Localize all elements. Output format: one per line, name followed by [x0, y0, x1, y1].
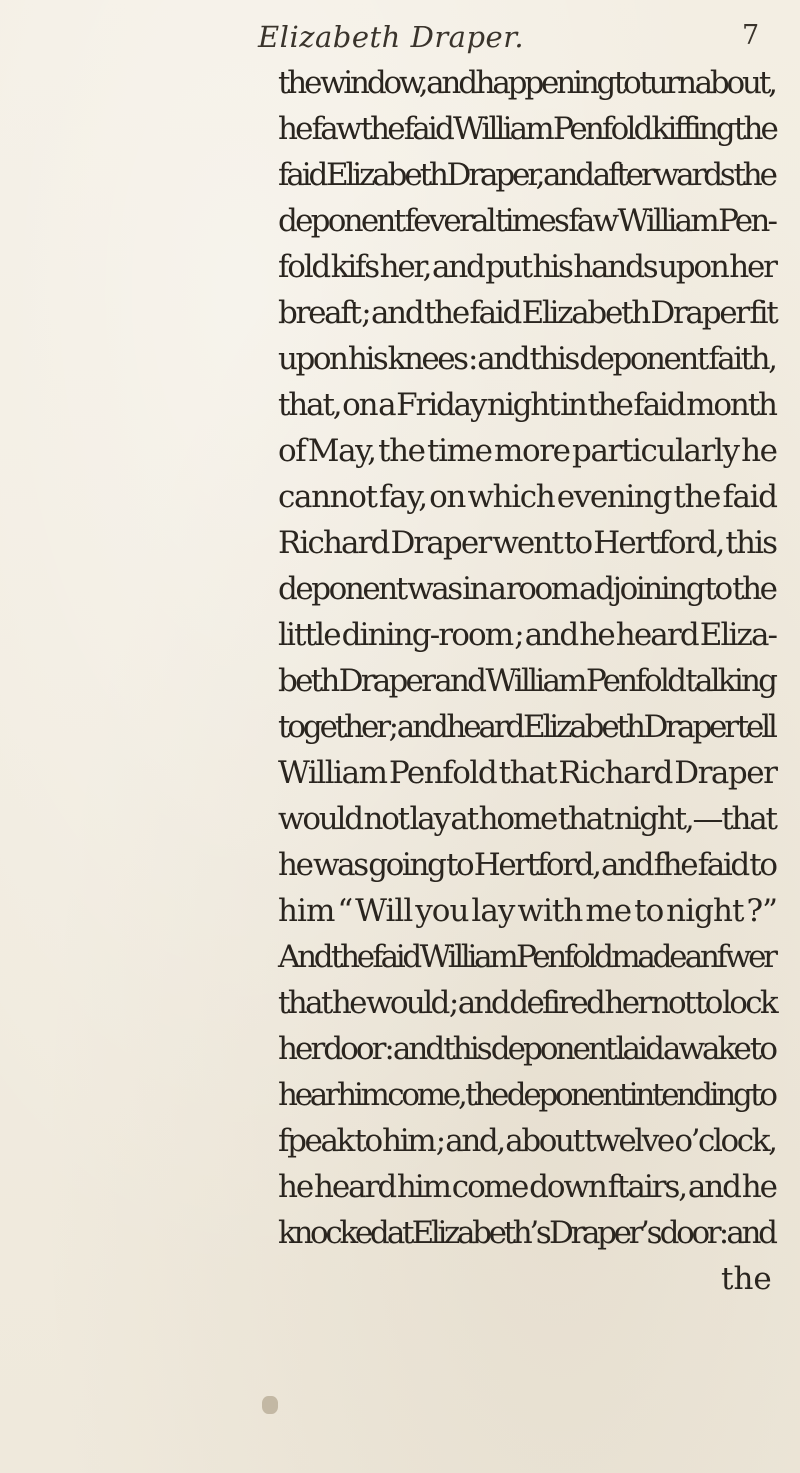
- text-line: that, on a Friday night in the faid month: [278, 387, 776, 423]
- text-line: cannot fay, on which evening the faid: [278, 479, 777, 515]
- text-line: of May, the time more particularly he: [278, 433, 777, 469]
- running-head-title: Elizabeth Draper.: [258, 20, 525, 54]
- text-line: he was going to Hertford, and fhe faid to: [278, 847, 776, 883]
- text-line: breaft ; and the faid Elizabeth Draper fit: [278, 295, 777, 331]
- page-number: 7: [742, 20, 760, 51]
- text-line: her door : and this deponent laid awake to: [278, 1031, 776, 1067]
- text-line: fold kifs her, and put his hands upon her: [278, 249, 776, 285]
- text-line: the window, and happening to turn about,: [278, 65, 775, 101]
- text-line: him “ Will you lay with me to night ?”: [278, 893, 778, 929]
- text-line: would not lay at home that night,—that: [278, 801, 776, 837]
- text-line: knocked at Elizabeth’s Draper’s door : and: [278, 1215, 775, 1251]
- text-line: he heard him come down ftairs, and he: [278, 1169, 776, 1205]
- text-line: beth Draper and William Penfold talking: [278, 663, 776, 699]
- text-line: hear him come, the deponent intending to: [278, 1077, 775, 1113]
- text-line: fpeak to him ; and, about twelve o’clock,: [278, 1123, 776, 1159]
- ink-smudge: [262, 1396, 278, 1414]
- text-line: Richard Draper went to Hertford, this: [278, 525, 777, 561]
- running-head: [0, 20, 800, 60]
- text-line: faid Elizabeth Draper, and afterwards the: [278, 157, 775, 193]
- text-line: little dining-room ; and he heard Eliza-: [278, 617, 777, 653]
- text-line: that he would ; and defired her not to lock: [278, 985, 777, 1021]
- text-line: William Penfold that Richard Draper: [278, 755, 777, 791]
- text-line: he faw the faid William Penfold kiffing the: [278, 111, 777, 147]
- text-line: upon his knees : and this deponent faith,: [278, 341, 776, 377]
- text-line: deponent was in a room adjoining to the: [278, 571, 776, 607]
- text-line: deponent feveral times faw William Pen-: [278, 203, 776, 239]
- catchword: the: [721, 1261, 772, 1297]
- text-line: And the faid William Penfold made anfwer: [278, 939, 775, 975]
- text-line: together ; and heard Elizabeth Draper tell: [278, 709, 775, 745]
